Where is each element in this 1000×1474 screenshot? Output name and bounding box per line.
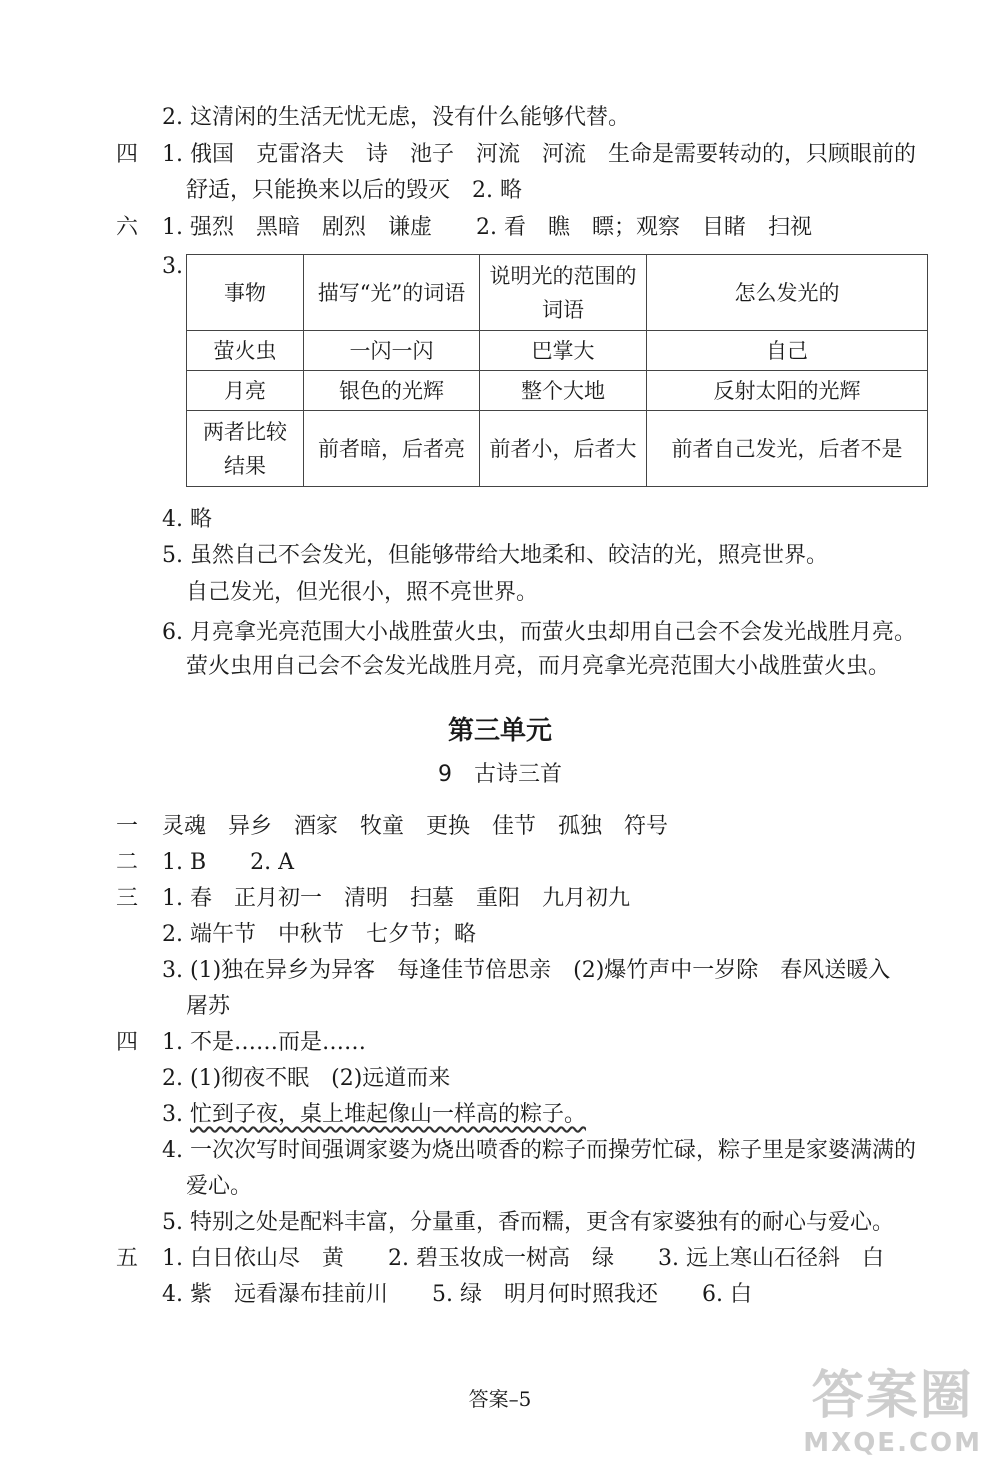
- table-cell: 前者小，后者大: [480, 411, 647, 487]
- lesson-title: 9 古诗三首: [438, 762, 562, 787]
- line: 2. 端午节 中秋节 七夕节；略: [162, 922, 476, 947]
- watermark-top: 答案圈: [811, 1366, 974, 1426]
- line: 1. 强烈 黑暗 剧烈 谦虚 2. 看 瞧 瞟；观察 目睹 扫视: [162, 215, 812, 240]
- line: 1. 白日依山尽 黄 2. 碧玉妆成一树高 绿 3. 远上寒山石径斜 白: [162, 1246, 884, 1271]
- line: 1. 不是……而是……: [162, 1030, 366, 1055]
- table-cell: 前者暗，后者亮: [304, 411, 480, 487]
- line: 1. B 2. A: [162, 850, 295, 875]
- table-row: [187, 331, 928, 371]
- section-marker: 五: [116, 1246, 139, 1271]
- section-marker: 二: [116, 850, 139, 875]
- table-header: 怎么发光的: [647, 255, 928, 331]
- line: 3.: [162, 254, 183, 279]
- line: 爱心。: [186, 1174, 253, 1199]
- section-marker: 三: [116, 886, 139, 911]
- page-footer: 答案–5: [468, 1387, 532, 1411]
- line: 2. (1)彻夜不眠 (2)远道而来: [162, 1066, 451, 1091]
- line: 5. 虽然自己不会发光，但能够带给大地柔和、皎洁的光，照亮世界。: [162, 543, 828, 568]
- table-cell: 一闪一闪: [304, 331, 480, 371]
- line: 4. 略: [162, 507, 212, 532]
- line: 6. 月亮拿光亮范围大小战胜萤火虫，而萤火虫却用自己会不会发光战胜月亮。: [162, 620, 916, 645]
- section-marker: 四: [116, 142, 139, 167]
- line: 5. 特别之处是配料丰富，分量重，香而糯，更含有家婆独有的耐心与爱心。: [162, 1210, 894, 1235]
- line: 1. 春 正月初一 清明 扫墓 重阳 九月初九: [162, 886, 630, 911]
- line: 屠苏: [186, 994, 231, 1019]
- table-cell: 巴掌大: [480, 331, 647, 371]
- table-header: 说明光的范围的词语: [480, 255, 647, 331]
- table-row: [187, 411, 928, 487]
- line: 自己发光，但光很小，照不亮世界。: [186, 580, 539, 605]
- table-header-row: [187, 255, 928, 331]
- watermark: [803, 1353, 982, 1458]
- section-marker: 六: [116, 215, 139, 240]
- table-header: 描写“光”的词语: [304, 255, 480, 331]
- answer-table: [186, 254, 928, 487]
- table-cell: 萤火虫: [187, 331, 304, 371]
- line: 萤火虫用自己会不会发光战胜月亮，而月亮拿光亮范围大小战胜萤火虫。: [186, 654, 891, 679]
- line: 3. (1)独在异乡为异客 每逢佳节倍思亲 (2)爆竹声中一岁除 春风送暖入: [162, 958, 891, 983]
- table-cell: 两者比较结果: [187, 411, 304, 487]
- line: 4. 紫 远看瀑布挂前川 5. 绿 明月何时照我还 6. 白: [162, 1282, 752, 1307]
- line: 灵魂 异乡 酒家 牧童 更换 佳节 孤独 符号: [162, 814, 669, 839]
- table-cell: 反射太阳的光辉: [647, 371, 928, 411]
- table-cell: 整个大地: [480, 371, 647, 411]
- section-marker: 四: [116, 1030, 139, 1055]
- table-cell: 银色的光辉: [304, 371, 480, 411]
- watermark-bottom: MXQE.COM: [803, 1428, 982, 1458]
- unit-title: 第三单元: [447, 716, 552, 746]
- table-row: [187, 371, 928, 411]
- line: 2. 这清闲的生活无忧无虑，没有什么能够代替。: [162, 105, 630, 130]
- table-cell: 月亮: [187, 371, 304, 411]
- line: 1. 俄国 克雷洛夫 诗 池子 河流 河流 生命是需要转动的，只顾眼前的: [162, 142, 916, 167]
- line-number: 3.: [162, 1102, 183, 1127]
- table-cell: 自己: [647, 331, 928, 371]
- table-cell: 前者自己发光，后者不是: [647, 411, 928, 487]
- section-marker: 一: [116, 814, 139, 839]
- table-header: 事物: [187, 255, 304, 331]
- line: 4. 一次次写时间强调家婆为烧出喷香的粽子而操劳忙碌，粽子里是家婆满满的: [162, 1138, 916, 1163]
- line: 舒适，只能换来以后的毁灭 2. 略: [186, 178, 522, 203]
- underlined-line: 忙到子夜，桌上堆起像山一样高的粽子。: [190, 1102, 587, 1127]
